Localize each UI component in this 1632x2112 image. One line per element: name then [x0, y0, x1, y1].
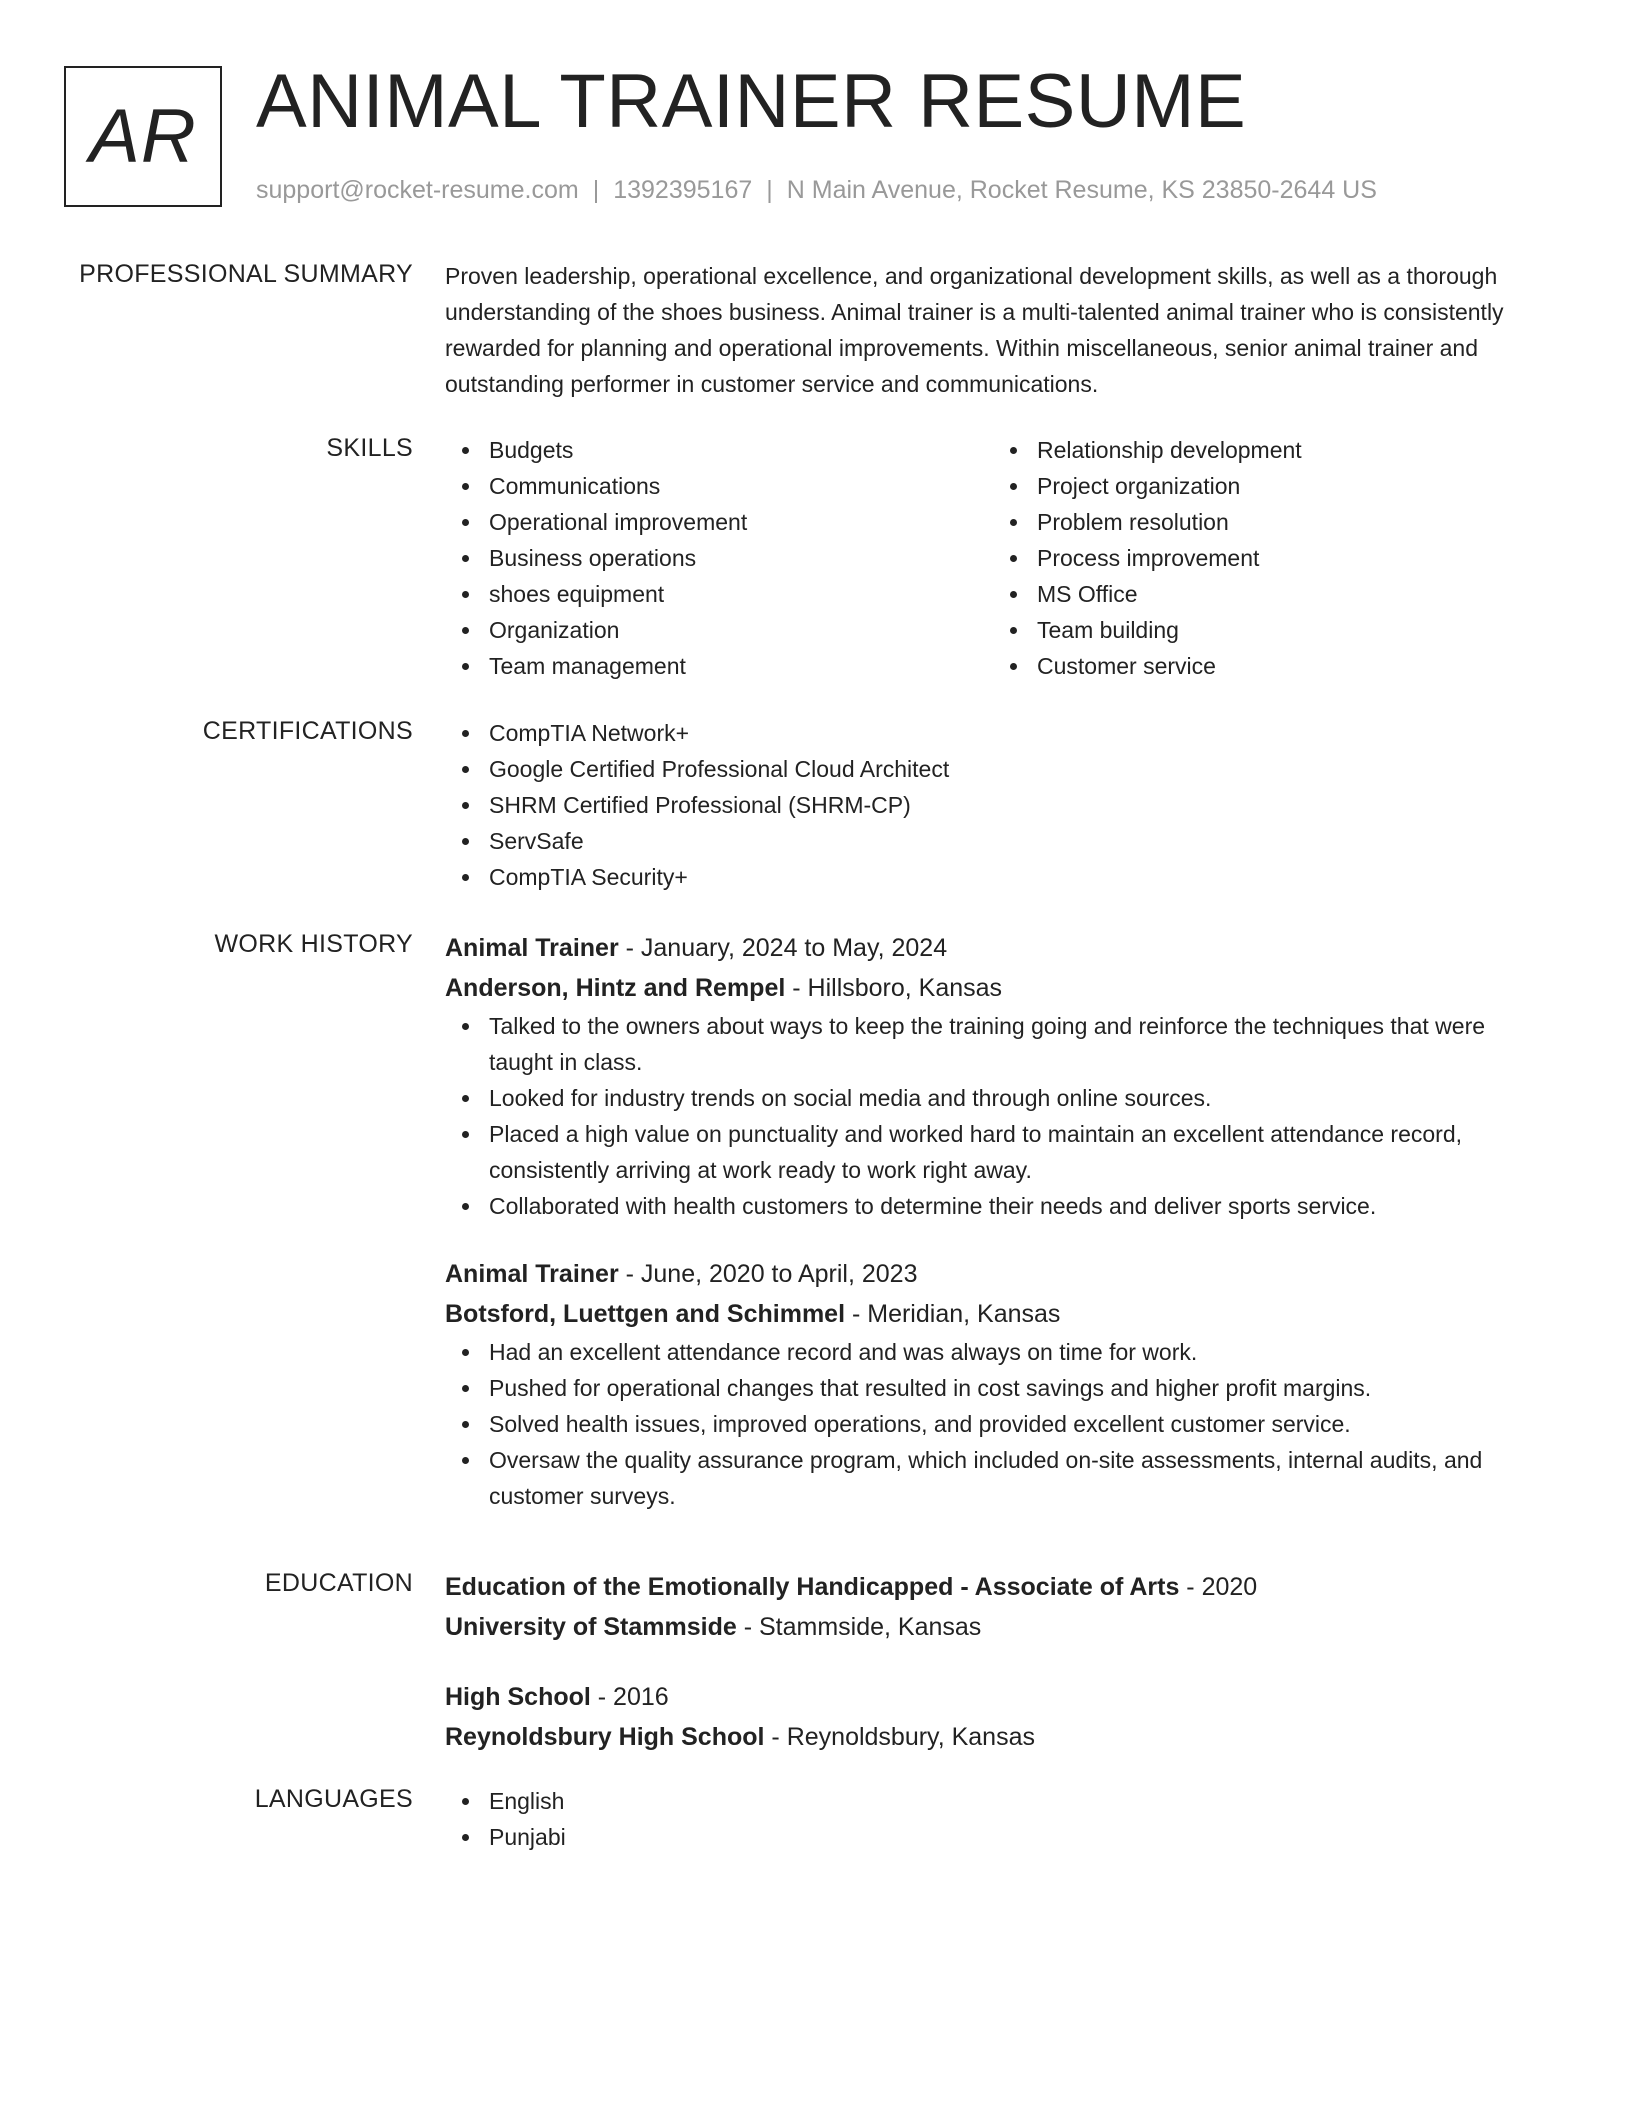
- section-label-skills: SKILLS: [326, 434, 413, 462]
- skill-item: Budgets: [445, 432, 993, 468]
- contact-address: N Main Avenue, Rocket Resume, KS 23850-2644 US: [786, 176, 1377, 204]
- section-label-languages: LANGUAGES: [254, 1785, 413, 1813]
- monogram-box: [64, 66, 222, 207]
- summary-body: [445, 258, 1555, 402]
- skill-item: Team management: [445, 648, 993, 684]
- job-bullet: Collaborated with health customers to determine their needs and deliver sports service.: [445, 1188, 1555, 1224]
- job-bullet: Had an excellent attendance record and was always on time for work.: [445, 1334, 1555, 1370]
- education-degree-line: [445, 1677, 1555, 1717]
- skill-item: Relationship development: [993, 432, 1541, 468]
- certification-item: Google Certified Professional Cloud Architect: [445, 751, 1555, 787]
- certifications-body: [445, 715, 1555, 895]
- section-label-education: EDUCATION: [264, 1569, 413, 1597]
- monogram-initials: AR: [89, 94, 197, 179]
- skill-item: Business operations: [445, 540, 993, 576]
- job-company: Botsford, Luettgen and Schimmel: [445, 1300, 846, 1328]
- education-school-line: [445, 1607, 1555, 1647]
- skills-list-left: [445, 432, 993, 684]
- education-year: - 2016: [590, 1683, 669, 1711]
- education-body: [445, 1567, 1555, 1757]
- job-bullet: Talked to the owners about ways to keep the training going and reinforce the techniques that were taught in class.: [445, 1008, 1555, 1080]
- job-entry: [445, 1254, 1555, 1514]
- education-year: - 2020: [1179, 1573, 1258, 1601]
- skills-list-right: [993, 432, 1541, 684]
- section-label-summary: PROFESSIONAL SUMMARY: [79, 260, 413, 288]
- contact-separator: |: [766, 176, 773, 204]
- job-title-line: [445, 1254, 1555, 1294]
- education-entry: [445, 1567, 1555, 1647]
- certifications-list: [445, 715, 1555, 895]
- education-school: Reynoldsbury High School: [445, 1723, 765, 1751]
- job-bullet: Looked for industry trends on social media and through online sources.: [445, 1080, 1555, 1116]
- section-label-work-history: WORK HISTORY: [214, 930, 413, 958]
- contact-phone[interactable]: 1392395167: [613, 176, 753, 204]
- job-title: Animal Trainer: [445, 934, 619, 962]
- contact-line: [256, 174, 1377, 206]
- skill-item: Communications: [445, 468, 993, 504]
- education-degree: High School: [445, 1683, 591, 1711]
- language-item: Punjabi: [445, 1819, 1555, 1855]
- skill-item: Problem resolution: [993, 504, 1541, 540]
- job-location: - Hillsboro, Kansas: [785, 974, 1003, 1002]
- job-bullets: [445, 1008, 1555, 1224]
- job-bullet: Pushed for operational changes that resulted in cost savings and higher profit margins.: [445, 1370, 1555, 1406]
- education-location: - Stammside, Kansas: [736, 1613, 982, 1641]
- skills-columns: [445, 432, 1555, 684]
- job-bullets: [445, 1334, 1555, 1514]
- section-label-certifications: CERTIFICATIONS: [202, 717, 413, 745]
- certification-item: CompTIA Security+: [445, 859, 1555, 895]
- certification-item: SHRM Certified Professional (SHRM-CP): [445, 787, 1555, 823]
- job-company: Anderson, Hintz and Rempel: [445, 974, 786, 1002]
- languages-list: [445, 1783, 1555, 1855]
- job-company-line: [445, 968, 1555, 1008]
- contact-email[interactable]: support@rocket-resume.com: [256, 176, 579, 204]
- education-entry: [445, 1677, 1555, 1757]
- contact-separator: |: [592, 176, 600, 204]
- job-bullet: Placed a high value on punctuality and worked hard to maintain an excellent attendance record, consistently arriving at work ready to work right away.: [445, 1116, 1555, 1188]
- skills-body: [445, 432, 1555, 684]
- skill-item: Project organization: [993, 468, 1541, 504]
- summary-text: Proven leadership, operational excellence, and organizational development skills, as well as a thorough understanding of the shoes business. Animal trainer is a multi-talented animal trainer who is consistently rewarded for planning and operational improvements. Within miscellaneous, senior animal trainer and outstanding performer in customer service and communications.: [445, 263, 1504, 397]
- skill-item: MS Office: [993, 576, 1541, 612]
- job-bullet: Oversaw the quality assurance program, which included on-site assessments, internal audits, and customer surveys.: [445, 1442, 1555, 1514]
- job-entry: [445, 928, 1555, 1224]
- page-title: ANIMAL TRAINER RESUME: [256, 59, 1247, 144]
- job-title-line: [445, 928, 1555, 968]
- skill-item: Process improvement: [993, 540, 1541, 576]
- education-school-line: [445, 1717, 1555, 1757]
- work-history-body: [445, 928, 1555, 1514]
- education-degree: Education of the Emotionally Handicapped - Associate of Arts: [445, 1573, 1180, 1601]
- job-title: Animal Trainer: [445, 1260, 619, 1288]
- education-school: University of Stammside: [445, 1613, 737, 1641]
- skill-item: Team building: [993, 612, 1541, 648]
- skill-item: shoes equipment: [445, 576, 993, 612]
- job-location: - Meridian, Kansas: [845, 1300, 1061, 1328]
- job-company-line: [445, 1294, 1555, 1334]
- skill-item: Organization: [445, 612, 993, 648]
- language-item: English: [445, 1783, 1555, 1819]
- job-dates: - June, 2020 to April, 2023: [618, 1260, 918, 1288]
- education-location: - Reynoldsbury, Kansas: [764, 1723, 1035, 1751]
- certification-item: CompTIA Network+: [445, 715, 1555, 751]
- education-degree-line: [445, 1567, 1555, 1607]
- certification-item: ServSafe: [445, 823, 1555, 859]
- job-dates: - January, 2024 to May, 2024: [618, 934, 948, 962]
- job-bullet: Solved health issues, improved operations, and provided excellent customer service.: [445, 1406, 1555, 1442]
- skill-item: Customer service: [993, 648, 1541, 684]
- languages-body: [445, 1783, 1555, 1855]
- skill-item: Operational improvement: [445, 504, 993, 540]
